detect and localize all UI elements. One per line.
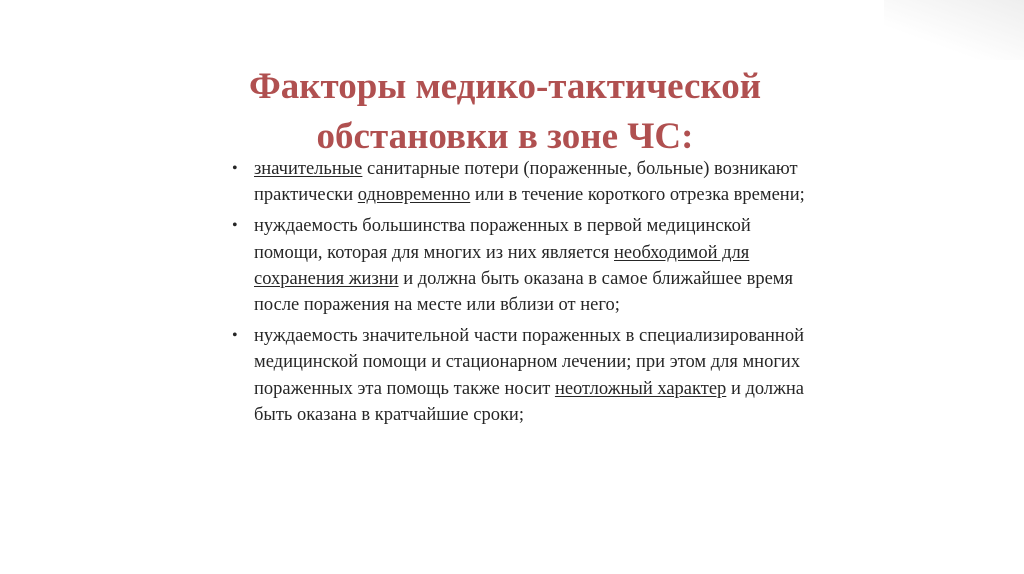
text-segment: или в течение короткого отрезка времени; — [470, 185, 805, 206]
bullet-dot-icon: • — [232, 160, 238, 177]
text-segment: и должна быть оказана в самое ближайшее время после поражения на месте или вблизи от него; — [254, 268, 794, 316]
slide-title — [0, 62, 1010, 162]
title-line-2: обстановки в зоне ЧС: — [316, 116, 694, 157]
bullet-text — [254, 326, 804, 425]
bullet-item — [232, 156, 812, 208]
text-segment: значительные — [254, 159, 363, 179]
text-segment: нуждаемость значительной части пораженных в специализированной медицинской помощи и стационарном лечении; при этом для многих пораженных эта помощь также носит — [254, 326, 804, 399]
text-segment: неотложный характер — [554, 378, 727, 399]
bullet-dot-icon: • — [232, 327, 238, 345]
bullet-dot-icon: • — [232, 217, 238, 235]
text-segment: и должна быть оказана в кратчайшие сроки; — [254, 378, 805, 425]
bullet-text — [254, 216, 793, 315]
bullet-text — [254, 159, 805, 205]
text-segment: одновременно — [357, 185, 471, 206]
bullet-list — [232, 156, 812, 433]
bullet-item — [232, 323, 812, 428]
text-segment: санитарные потери (пораженные, больные) возникают практически — [254, 159, 798, 206]
corner-decoration — [884, 0, 1024, 60]
bullet-item — [232, 213, 812, 318]
text-segment: нуждаемость большинства пораженных в первой медицинской помощи, которая для многих из них является — [254, 216, 751, 263]
text-segment: необходимой для сохранения жизни — [254, 242, 750, 289]
title-line-1: Факторы медико-тактической — [248, 66, 762, 107]
